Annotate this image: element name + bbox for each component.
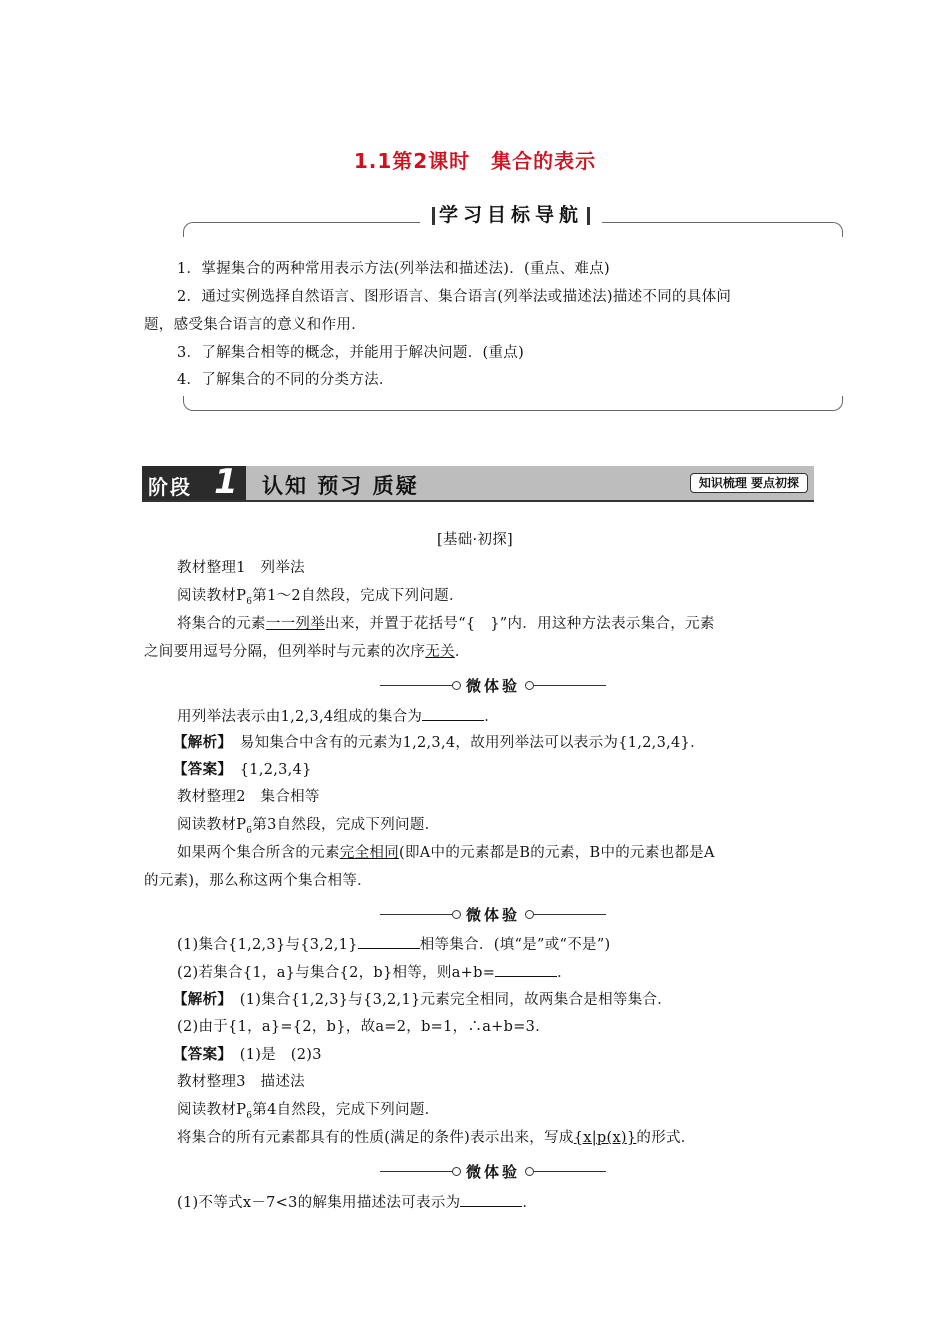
part3-question-1: (1)不等式x－7<3的解集用描述法可表示为 ． <box>177 1192 537 1213</box>
objective-4: 4．了解集合的不同的分类方法． <box>177 372 394 388</box>
part3-heading: 教材整理3 描述法 <box>177 1074 305 1090</box>
stage-number: 1 <box>214 462 238 502</box>
part1-para-1: 将集合的元素一一列举出来，并置于花括号“{ }”内．用这种方法表示集合，元素 <box>177 616 715 632</box>
part1-question: 用列举法表示由1,2,3,4组成的集合为 ． <box>177 706 499 727</box>
stage-badge: 阶段 1 <box>142 466 246 500</box>
objectives-box-bottom <box>183 396 843 411</box>
answer-blank <box>358 934 420 949</box>
objective-2: 2．通过实例选择自然语言、图形语言、集合语言(列举法或描述法)描述不同的具体问 <box>177 289 732 305</box>
objective-3: 3．了解集合相等的概念，并能用于解决问题．(重点) <box>177 345 525 361</box>
part2-question-2: (2)若集合{1，a}与集合{2，b}相等，则a+b= ． <box>177 962 572 983</box>
page-title: 1.1第2课时 集合的表示 <box>353 149 597 173</box>
part1-analysis: 【解析】 易知集合中含有的元素为1,2,3,4，故用列举法可以表示为{1,2,3,4}． <box>173 734 705 751</box>
part1-heading: 教材整理1 列举法 <box>177 560 305 576</box>
objective-1: 1．掌握集合的两种常用表示方法(列举法和描述法)．(重点、难点) <box>177 261 610 277</box>
part1-para-2: 之间要用逗号分隔，但列举时与元素的次序无关． <box>144 644 470 660</box>
micro-divider-2: 微体验 <box>380 904 606 924</box>
part3-para-1: 将集合的所有元素都具有的性质(满足的条件)表示出来，写成{x|p(x)}的形式． <box>177 1130 696 1146</box>
micro-divider-1: 微体验 <box>380 675 606 695</box>
part2-analysis: 【解析】 (1)集合{1,2,3}与{3,2,1}元素完全相同，故两集合是相等集合． <box>173 991 673 1008</box>
section-label: [基础·初探] <box>436 532 514 548</box>
part1-read: 阅读教材$P_6$第1～2自然段，完成下列问题． <box>177 588 464 607</box>
objectives-heading: 学习目标导航 <box>420 200 602 227</box>
part1-answer: 【答案】 {1,2,3,4} <box>173 761 312 778</box>
part2-answer: 【答案】 (1)是 (2)3 <box>173 1046 322 1063</box>
objective-2-cont: 题，感受集合语言的意义和作用． <box>144 317 366 333</box>
answer-blank <box>495 962 557 977</box>
part2-para-1: 如果两个集合所含的元素完全相同(即A中的元素都是B的元素，B中的元素也都是A <box>177 845 715 861</box>
part3-read: 阅读教材$P_6$第4自然段，完成下列问题． <box>177 1102 440 1121</box>
stage-tag: 知识梳理 要点初探 <box>690 473 808 493</box>
part2-analysis-2: (2)由于{1，a}={2，b}，故a=2，b=1，∴a+b=3． <box>177 1019 550 1035</box>
micro-divider-3: 微体验 <box>380 1161 606 1181</box>
part2-read: 阅读教材$P_6$第3自然段，完成下列问题． <box>177 817 440 836</box>
part2-heading: 教材整理2 集合相等 <box>177 789 320 805</box>
stage-title: 认知 预习 质疑 <box>262 473 419 498</box>
part2-question-1: (1)集合{1,2,3}与{3,2,1} 相等集合．(填“是”或“不是”) <box>177 934 611 955</box>
part2-para-2: 的元素)，那么称这两个集合相等． <box>144 873 372 889</box>
answer-blank <box>422 706 484 721</box>
answer-blank <box>460 1192 522 1207</box>
stage-banner <box>142 462 814 502</box>
